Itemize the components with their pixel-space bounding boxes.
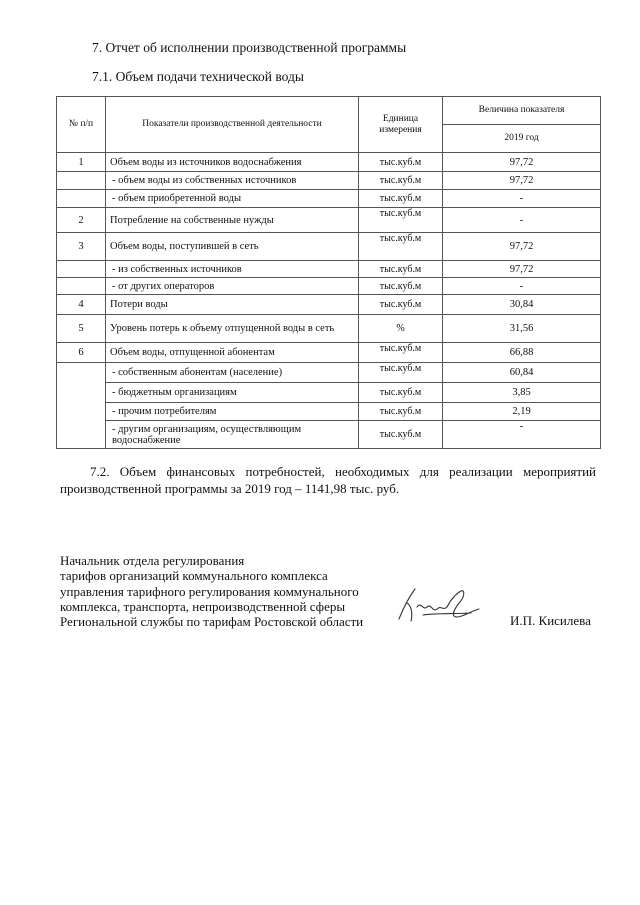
row-value: 97,72	[443, 261, 601, 278]
financial-needs-paragraph: 7.2. Объем финансовых потребностей, необходимых для реализации мероприятий производственной программы за 2019 год – 1141,98 тыс. руб.	[60, 464, 596, 496]
table-header-row	[57, 97, 601, 125]
row-unit: тыс.куб.м	[359, 233, 443, 261]
signatory-line: тарифов организаций коммунального комплекса	[60, 568, 328, 584]
table-row	[57, 315, 601, 343]
row-name: - бюджетным организациям	[106, 383, 359, 403]
row-num: 5	[57, 315, 106, 343]
row-value: 2,19	[443, 403, 601, 421]
row-unit: тыс.куб.м	[359, 190, 443, 208]
row-unit: тыс.куб.м	[359, 343, 443, 363]
table-row	[57, 421, 601, 449]
row-unit: тыс.куб.м	[359, 403, 443, 421]
row-num	[57, 172, 106, 190]
table-row	[57, 261, 601, 278]
row-value: 60,84	[443, 363, 601, 383]
row-name: Потребление на собственные нужды	[106, 208, 359, 233]
row-num	[57, 261, 106, 278]
row-unit: тыс.куб.м	[359, 208, 443, 233]
row-name: - из собственных источников	[106, 261, 359, 278]
row-value: 66,88	[443, 343, 601, 363]
row-name: Объем воды, поступившей в сеть	[106, 233, 359, 261]
table-row	[57, 295, 601, 315]
row-name: Потери воды	[106, 295, 359, 315]
row-name: - от других операторов	[106, 278, 359, 295]
row-value: 31,56	[443, 315, 601, 343]
row-name: Уровень потерь к объему отпущенной воды в сеть	[106, 315, 359, 343]
row-num	[57, 190, 106, 208]
header-indicator: Показатели производственной деятельности	[106, 97, 359, 153]
header-year: 2019 год	[443, 125, 601, 153]
signatory-name: И.П. Кисилева	[510, 613, 591, 628]
table-row	[57, 190, 601, 208]
row-name: - прочим потребителям	[106, 403, 359, 421]
row-num: 6	[57, 343, 106, 363]
row-name: - другим организациям, осуществляющим водоснабжение	[106, 421, 359, 449]
table-row	[57, 343, 601, 363]
row-value: -	[443, 278, 601, 295]
row-num: 3	[57, 233, 106, 261]
row-name: Объем воды из источников водоснабжения	[106, 153, 359, 172]
row-num	[57, 278, 106, 295]
row-value: -	[443, 421, 601, 449]
table-row	[57, 233, 601, 261]
table-row	[57, 208, 601, 233]
header-value: Величина показателя	[443, 97, 601, 125]
row-name: - объем воды из собственных источников	[106, 172, 359, 190]
row-name: - собственным абонентам (население)	[106, 363, 359, 383]
row-num: 4	[57, 295, 106, 315]
header-unit: Единица измерения	[359, 97, 443, 153]
table-row	[57, 403, 601, 421]
row-value: 97,72	[443, 172, 601, 190]
signatory-title	[60, 553, 380, 629]
section-title: 7. Отчет об исполнении производственной программы	[92, 40, 407, 55]
row-value: -	[443, 208, 601, 233]
header-num: № п/п	[57, 97, 106, 153]
signatory-line: Начальник отдела регулирования	[60, 553, 245, 568]
row-unit: тыс.куб.м	[359, 363, 443, 383]
table-row	[57, 172, 601, 190]
row-value: 30,84	[443, 295, 601, 315]
row-unit: тыс.куб.м	[359, 295, 443, 315]
signatory-line: управления тарифного регулирования коммунального	[60, 583, 359, 599]
row-unit: %	[359, 315, 443, 343]
row-unit: тыс.куб.м	[359, 383, 443, 403]
signatory-line: комплекса, транспорта, непроизводственной сферы	[60, 598, 346, 614]
subsection-title: 7.1. Объем подачи технической воды	[92, 69, 304, 84]
row-num: 2	[57, 208, 106, 233]
row-name: Объем воды, отпущенной абонентам	[106, 343, 359, 363]
handwritten-signature	[393, 583, 485, 625]
row-unit: тыс.куб.м	[359, 421, 443, 449]
row-value: 3,85	[443, 383, 601, 403]
row-unit: тыс.куб.м	[359, 278, 443, 295]
row-name: - объем приобретенной воды	[106, 190, 359, 208]
table-row	[57, 383, 601, 403]
table-row	[57, 278, 601, 295]
row-unit: тыс.куб.м	[359, 261, 443, 278]
signatory-line: Региональной службы по тарифам Ростовской области	[60, 614, 364, 630]
row-unit: тыс.куб.м	[359, 153, 443, 172]
row-value: 97,72	[443, 153, 601, 172]
row-num-group	[57, 363, 106, 449]
water-supply-table	[56, 96, 601, 449]
table-row	[57, 363, 601, 383]
row-value: 97,72	[443, 233, 601, 261]
row-value: -	[443, 190, 601, 208]
row-num: 1	[57, 153, 106, 172]
row-unit: тыс.куб.м	[359, 172, 443, 190]
table-row	[57, 153, 601, 172]
